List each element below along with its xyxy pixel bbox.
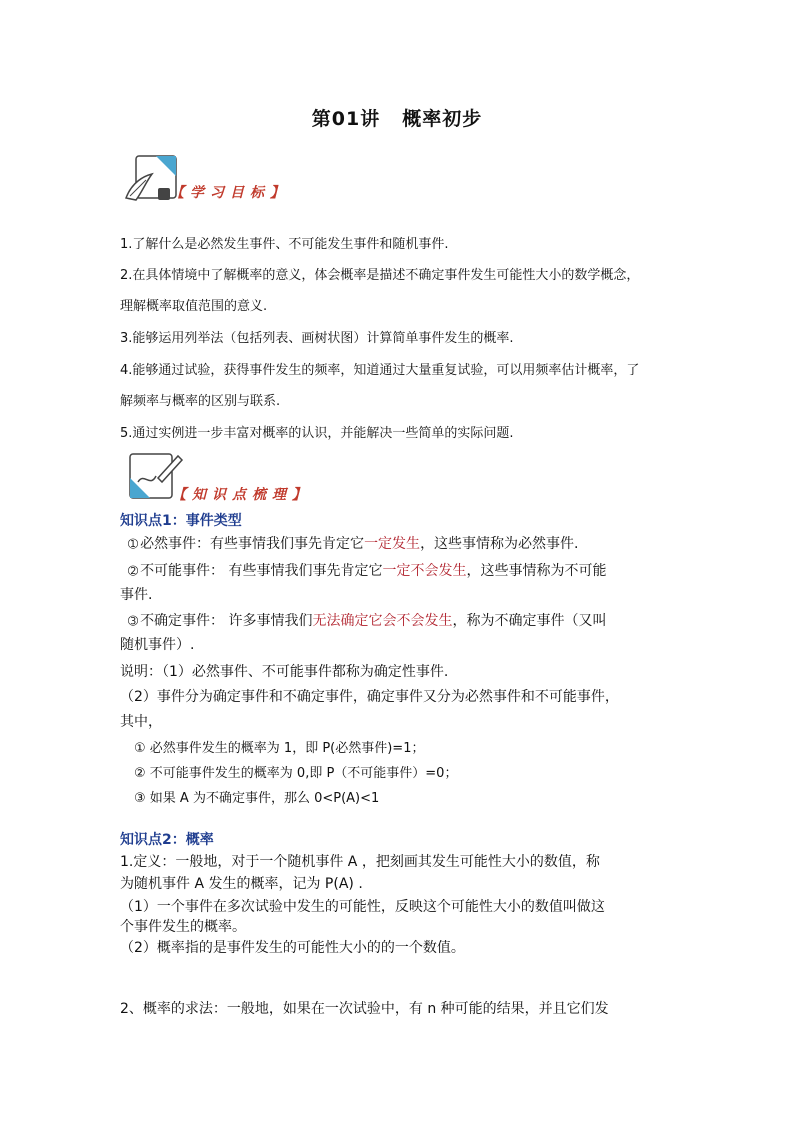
goal-line-2-cont: 理解概率取值范围的意义. bbox=[120, 299, 268, 314]
kp1-bullet-3-cont: 随机事件）. bbox=[120, 637, 195, 653]
kp2-line-1: 1.定义：一般地，对于一个随机事件 A ，把刻画其发生可能性大小的数值，称 bbox=[120, 854, 600, 870]
goal-line-3: 3.能够运用列举法（包括列表、画树状图）计算简单事件发生的概率. bbox=[120, 331, 514, 346]
learning-goals-label: 【学习目标】 bbox=[170, 185, 290, 201]
kp1-heading: 知识点1：事件类型 bbox=[120, 513, 242, 529]
kp2-line-4: 个事件发生的概率。 bbox=[120, 919, 246, 935]
kp1-bullet-1: ➀ 必然事件：有些事情我们事先肯定它一定发生，这些事情称为必然事件. bbox=[128, 536, 579, 552]
goal-line-2: 2.在具体情境中了解概率的意义，体会概率是描述不确定事件发生可能性大小的数学概念， bbox=[120, 268, 640, 283]
kp2-line-2: 为随机事件 A 发生的概率，记为 P(A) . bbox=[120, 876, 363, 892]
kp1-item-2: ② 不可能事件发生的概率为 0,即 P（不可能事件）=0； bbox=[134, 766, 458, 781]
kp2-last-line: 2、概率的求法：一般地，如果在一次试验中，有 n 种可能的结果，并且它们发 bbox=[120, 1001, 609, 1017]
knowledge-points-banner bbox=[124, 448, 364, 504]
kp1-note-2-cont: 其中， bbox=[120, 714, 162, 730]
goal-line-5: 5.通过实例进一步丰富对概率的认识，并能解决一些简单的实际问题. bbox=[120, 426, 514, 441]
kp1-b2-highlight: 一定不会发生 bbox=[382, 563, 467, 579]
kp1-bullet-3: ➂ 不确定事件： 许多事情我们无法确定它会不会发生，称为不确定事件（又叫 bbox=[128, 613, 607, 629]
kp2-line-5: （2）概率指的是事件发生的可能性大小的的一个数值。 bbox=[120, 940, 465, 956]
kp1-b1-highlight: 一定发生 bbox=[364, 536, 421, 552]
lecture-topic: 概率初步 bbox=[402, 108, 483, 130]
lecture-number: 第01讲 bbox=[311, 108, 381, 130]
kp1-bullet-2-cont: 事件. bbox=[120, 587, 153, 603]
kp2-heading: 知识点2：概率 bbox=[120, 832, 214, 848]
goal-line-1: 1.了解什么是必然发生事件、不可能发生事件和随机事件. bbox=[120, 237, 449, 252]
kp1-item-3: ③ 如果 A 为不确定事件，那么 0<P(A)<1 bbox=[134, 791, 380, 806]
kp1-item-1: ① 必然事件发生的概率为 1，即 P(必然事件)=1； bbox=[134, 741, 425, 756]
kp2-line-3: （1）一个事件在多次试验中发生的可能性，反映这个可能性大小的数值叫做这 bbox=[120, 899, 605, 915]
kp1-note-1: 说明：（1）必然事件、不可能事件都称为确定性事件. bbox=[120, 664, 449, 680]
page-title bbox=[0, 104, 794, 131]
kp1-b3-highlight: 无法确定它会不会发生 bbox=[312, 613, 453, 629]
goal-line-4: 4.能够通过试验，获得事件发生的频率，知道通过大量重复试验，可以用频率估计概率，了 bbox=[120, 363, 640, 378]
knowledge-points-label: 【知识点梳理】 bbox=[172, 487, 312, 503]
goal-line-4-cont: 解频率与概率的区别与联系. bbox=[120, 394, 281, 409]
learning-goals-banner bbox=[122, 152, 362, 208]
kp1-note-2: （2）事件分为确定事件和不确定事件，确定事件又分为必然事件和不可能事件， bbox=[120, 689, 619, 705]
kp1-bullet-2: ➁ 不可能事件： 有些事情我们事先肯定它一定不会发生，这些事情称为不可能 bbox=[128, 563, 607, 579]
